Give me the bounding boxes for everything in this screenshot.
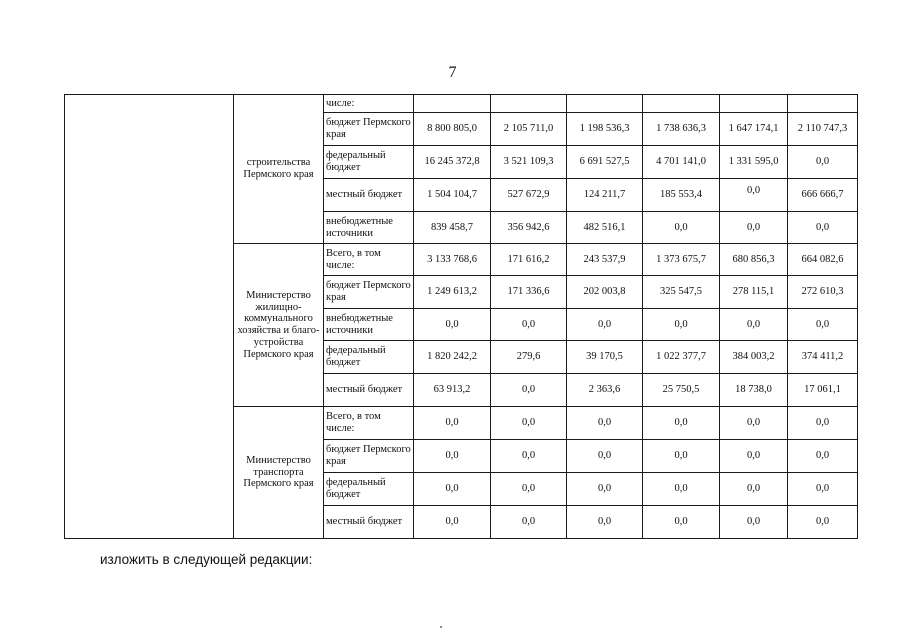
amount-cell: 0,0	[567, 506, 643, 539]
responsible-org-cell: Министерство жилищно-коммунального хозяйства и благо-устройства Пермского края	[234, 244, 324, 407]
amount-cell: 8 800 805,0	[414, 113, 491, 146]
amount-cell: 1 022 377,7	[643, 341, 720, 374]
amount-cell: 1 820 242,2	[414, 341, 491, 374]
funding-source-label: местный бюджет	[324, 374, 414, 407]
amount-cell: 527 672,9	[491, 179, 567, 212]
amount-cell: 4 701 141,0	[643, 146, 720, 179]
amount-cell: 0,0	[491, 407, 567, 440]
amount-cell: 16 245 372,8	[414, 146, 491, 179]
funding-source-label: внебюджетные источники	[324, 309, 414, 341]
amount-cell: 0,0	[643, 506, 720, 539]
amount-cell: 0,0	[491, 309, 567, 341]
amount-cell: 0,0	[788, 506, 858, 539]
funding-source-label: федеральный бюджет	[324, 146, 414, 179]
scan-speck	[440, 626, 442, 628]
funding-source-label: бюджет Пермского края	[324, 113, 414, 146]
amount-cell: 325 547,5	[643, 276, 720, 309]
amount-cell	[643, 95, 720, 113]
budget-table	[64, 94, 858, 539]
funding-source-label: числе:	[324, 95, 414, 113]
amount-cell: 0,0	[491, 374, 567, 407]
amount-cell: 0,0	[788, 440, 858, 473]
amount-cell: 6 691 527,5	[567, 146, 643, 179]
amount-cell: 0,0	[414, 473, 491, 506]
amount-cell: 0,0	[643, 212, 720, 244]
amount-cell: 0,0	[788, 309, 858, 341]
funding-source-label: местный бюджет	[324, 179, 414, 212]
amount-cell: 384 003,2	[720, 341, 788, 374]
funding-source-label: внебюджетные источники	[324, 212, 414, 244]
amount-cell: 0,0	[643, 473, 720, 506]
amount-cell: 185 553,4	[643, 179, 720, 212]
amount-cell: 356 942,6	[491, 212, 567, 244]
amount-cell: 0,0	[567, 473, 643, 506]
amount-cell: 1 249 613,2	[414, 276, 491, 309]
amount-cell: 1 198 536,3	[567, 113, 643, 146]
amount-cell: 3 521 109,3	[491, 146, 567, 179]
amount-cell: 278 115,1	[720, 276, 788, 309]
amount-cell: 0,0	[720, 179, 788, 212]
amount-cell: 171 616,2	[491, 244, 567, 276]
amount-cell: 0,0	[491, 473, 567, 506]
amount-cell: 839 458,7	[414, 212, 491, 244]
amount-cell: 0,0	[720, 506, 788, 539]
amount-cell: 0,0	[491, 506, 567, 539]
amount-cell: 3 133 768,6	[414, 244, 491, 276]
amount-cell: 39 170,5	[567, 341, 643, 374]
amount-cell: 666 666,7	[788, 179, 858, 212]
responsible-org-cell: Министерство транспорта Пермского края	[234, 407, 324, 539]
amount-cell: 0,0	[643, 440, 720, 473]
amount-cell: 0,0	[720, 407, 788, 440]
amount-cell	[720, 95, 788, 113]
amount-cell	[491, 95, 567, 113]
page-number: 7	[448, 64, 457, 81]
amount-cell: 1 738 636,3	[643, 113, 720, 146]
funding-source-label: Всего, в том числе:	[324, 407, 414, 440]
amount-cell: 0,0	[643, 309, 720, 341]
amount-cell: 482 516,1	[567, 212, 643, 244]
amount-cell: 2 110 747,3	[788, 113, 858, 146]
amount-cell: 2 105 711,0	[491, 113, 567, 146]
amount-cell: 0,0	[788, 407, 858, 440]
amount-cell: 0,0	[414, 440, 491, 473]
funding-source-label: федеральный бюджет	[324, 341, 414, 374]
instruction-text: изложить в следующей редакции:	[100, 552, 313, 567]
funding-source-label: бюджет Пермского края	[324, 276, 414, 309]
amount-cell: 202 003,8	[567, 276, 643, 309]
table-body	[65, 95, 858, 539]
amount-cell: 1 373 675,7	[643, 244, 720, 276]
amount-cell: 0,0	[491, 440, 567, 473]
amount-cell	[788, 95, 858, 113]
amount-cell: 0,0	[414, 506, 491, 539]
amount-cell: 0,0	[788, 212, 858, 244]
amount-cell: 0,0	[414, 407, 491, 440]
amount-cell: 243 537,9	[567, 244, 643, 276]
amount-cell: 0,0	[720, 212, 788, 244]
amount-cell: 0,0	[643, 407, 720, 440]
amount-cell: 680 856,3	[720, 244, 788, 276]
amount-cell: 0,0	[720, 309, 788, 341]
funding-source-label: бюджет Пермского края	[324, 440, 414, 473]
blank-first-column	[65, 95, 234, 539]
amount-cell: 63 913,2	[414, 374, 491, 407]
amount-cell: 0,0	[567, 309, 643, 341]
amount-cell	[414, 95, 491, 113]
responsible-org-cell: строительства Пермского края	[234, 95, 324, 244]
amount-cell: 1 647 174,1	[720, 113, 788, 146]
amount-cell: 0,0	[788, 146, 858, 179]
amount-cell: 279,6	[491, 341, 567, 374]
amount-cell: 0,0	[720, 473, 788, 506]
amount-cell: 0,0	[720, 440, 788, 473]
amount-cell: 1 504 104,7	[414, 179, 491, 212]
funding-source-label: Всего, в том числе:	[324, 244, 414, 276]
amount-cell: 272 610,3	[788, 276, 858, 309]
amount-cell: 0,0	[567, 407, 643, 440]
amount-cell: 18 738,0	[720, 374, 788, 407]
funding-source-label: местный бюджет	[324, 506, 414, 539]
amount-cell: 1 331 595,0	[720, 146, 788, 179]
amount-cell: 25 750,5	[643, 374, 720, 407]
amount-cell: 171 336,6	[491, 276, 567, 309]
amount-cell: 664 082,6	[788, 244, 858, 276]
amount-cell: 2 363,6	[567, 374, 643, 407]
amount-cell: 0,0	[788, 473, 858, 506]
amount-cell: 0,0	[414, 309, 491, 341]
amount-cell: 17 061,1	[788, 374, 858, 407]
amount-cell: 374 411,2	[788, 341, 858, 374]
amount-cell	[567, 95, 643, 113]
amount-cell: 124 211,7	[567, 179, 643, 212]
amount-cell: 0,0	[567, 440, 643, 473]
funding-source-label: федеральный бюджет	[324, 473, 414, 506]
table-row	[65, 95, 858, 113]
